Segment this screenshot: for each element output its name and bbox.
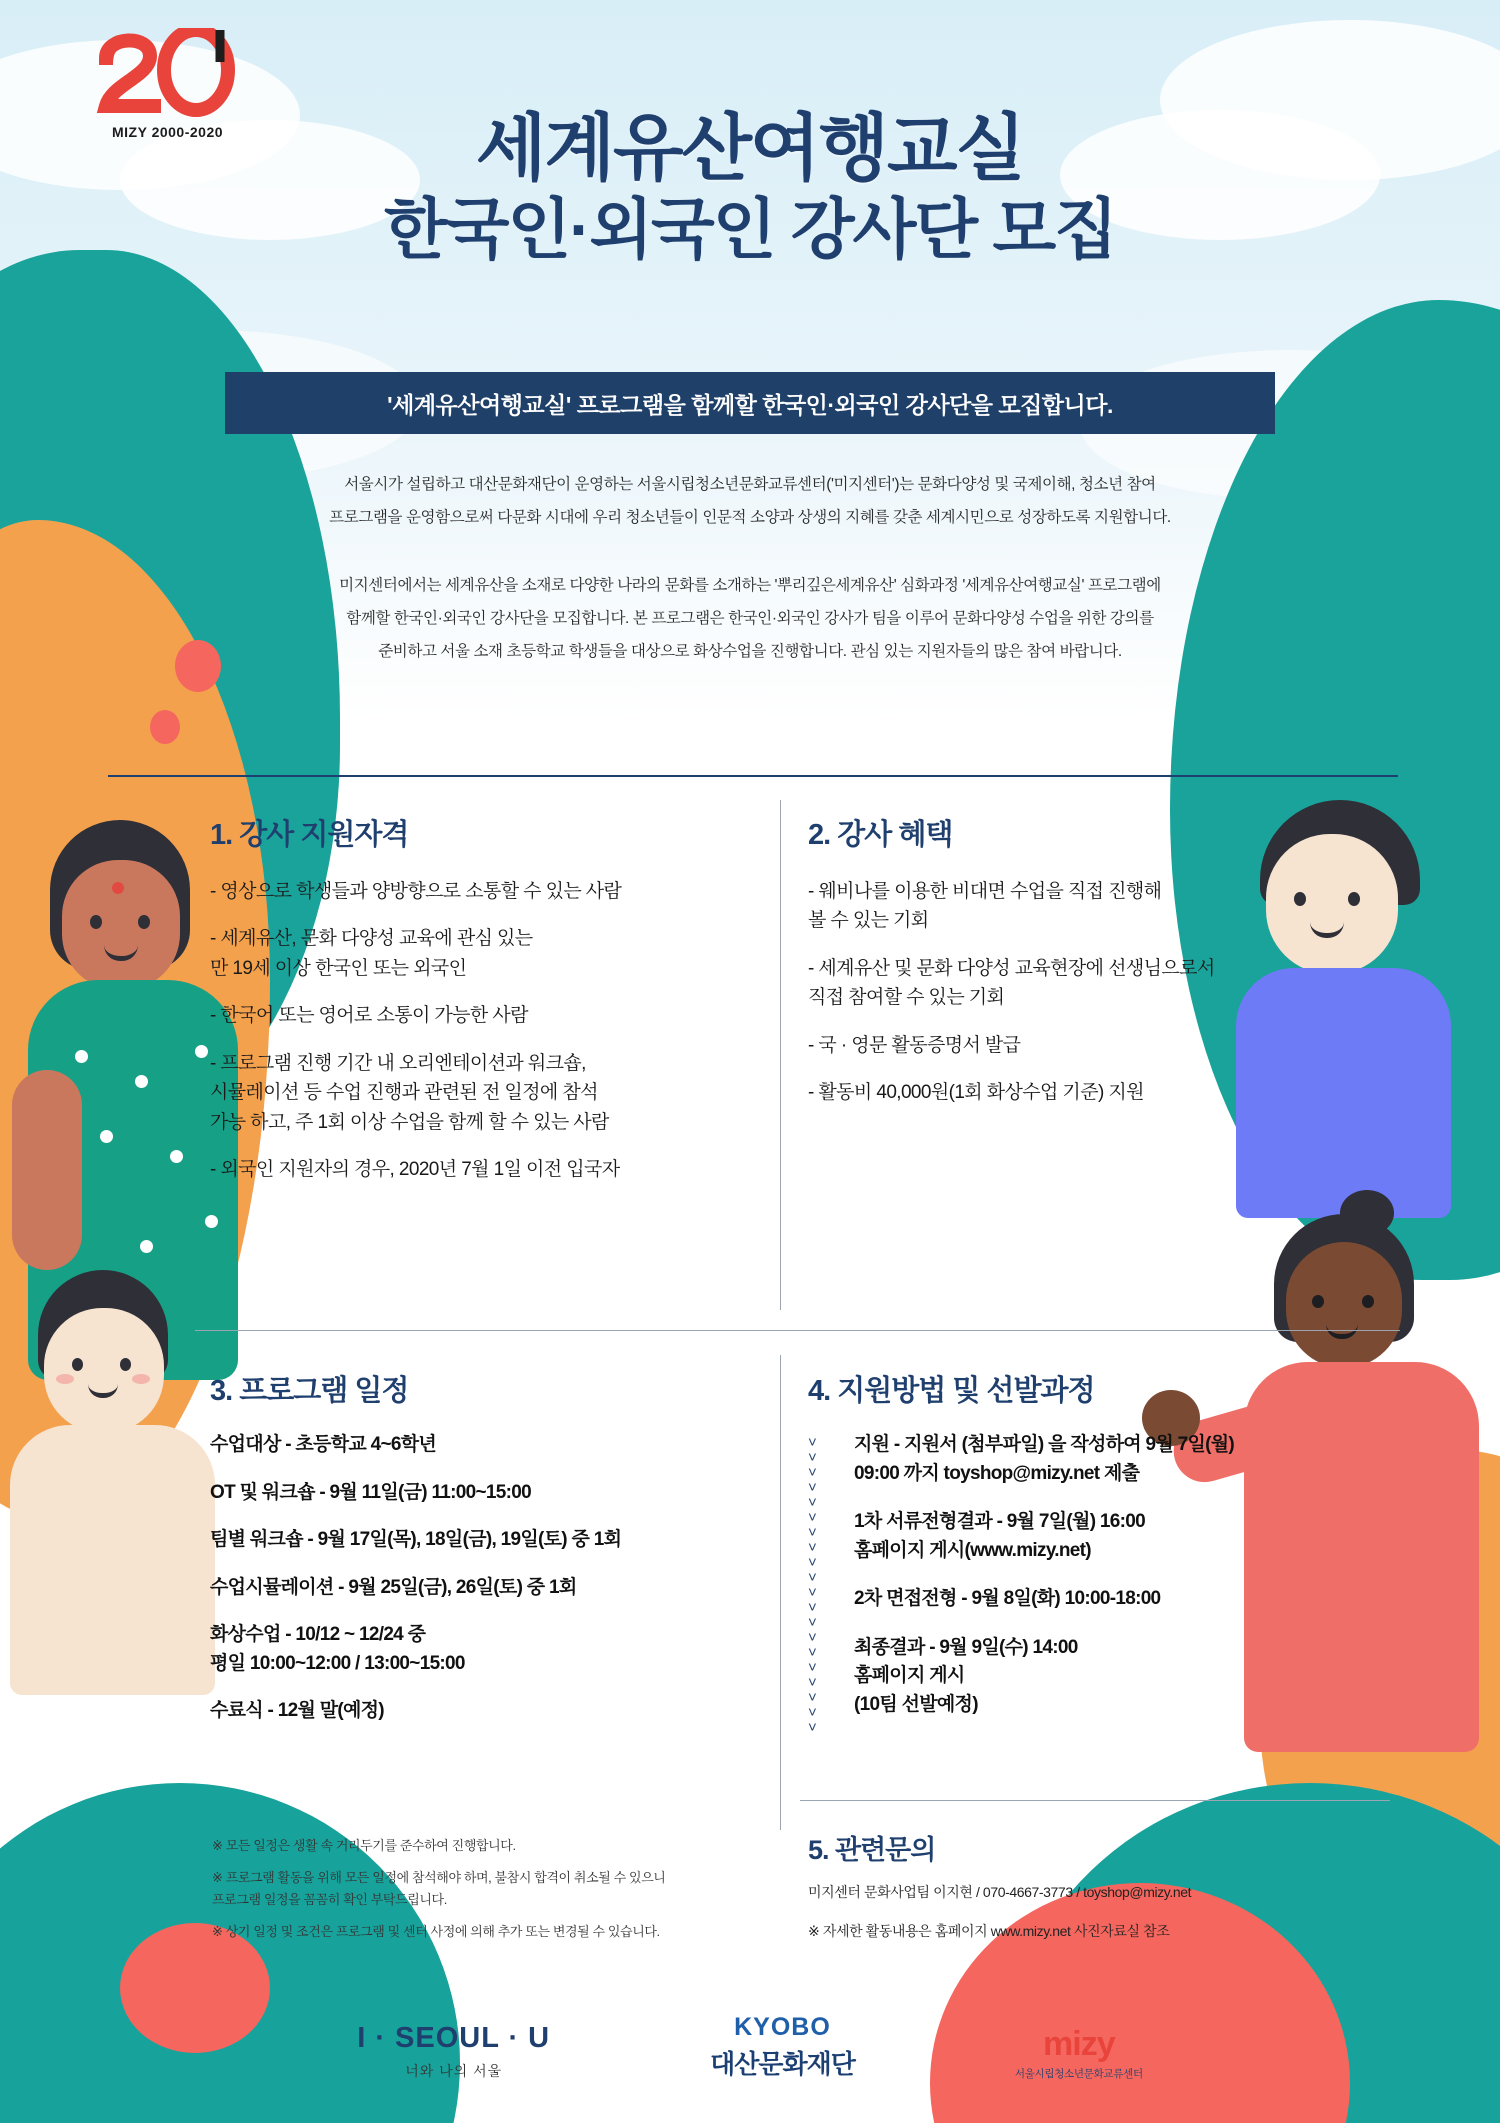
- headline-banner-text: '세계유산여행교실' 프로그램을 함께할 한국인·외국인 강사단을 모집합니다.: [387, 391, 1113, 418]
- list-item: - 활동비 40,000원(1회 화상수업 기준) 지원: [808, 1082, 1144, 1104]
- section-schedule: [210, 1368, 780, 1745]
- section2-title: 2. 강사 혜택: [808, 819, 953, 851]
- intro-p2-line3: 준비하고 서울 소재 초등학교 학생들을 대상으로 화상수업을 진행합니다. 관심 있는 지원자들의 많은 참여 바랍니다.: [378, 643, 1122, 661]
- note-item: ※ 모든 일정은 생활 속 거리두기를 준수하여 진행합니다.: [212, 1838, 516, 1853]
- note-item: ※ 프로그램 활동을 위해 모든 일정에 참석해야 하며, 불참시 합격이 취소될 수 있으니 프로그램 일정을 꼼꼼히 확인 부탁드립니다.: [212, 1870, 666, 1907]
- chevron-down-icon: ˅ ˅ ˅ ˅ ˅ ˅ ˅ ˅ ˅ ˅ ˅ ˅ ˅ ˅ ˅ ˅ ˅ ˅ ˅ ˅: [808, 1434, 817, 1736]
- list-item: - 프로그램 진행 기간 내 오리엔테이션과 워크숍, 시뮬레이션 등 수업 진행과 관련된 전 일정에 참석 가능 하고, 주 1회 이상 수업을 함께 할 수 있는 사람: [210, 1052, 609, 1133]
- contact-line-1: 미지센터 문화사업팀 이지현 / 070-4667-3773 / toyshop@mizy.net: [808, 1884, 1192, 1900]
- mizy-logo-subtext: 서울시립청소년문화교류센터: [1014, 2068, 1143, 2080]
- section4-title: 4. 지원방법 및 선발과정: [808, 1375, 1095, 1407]
- headline-banner: [225, 372, 1275, 434]
- section3-list: [210, 1431, 780, 1726]
- divider-vertical-lower: [780, 1355, 781, 1830]
- list-item: 화상수업 - 10/12 ~ 12/24 중 평일 10:00~12:00 / 13:00~15:00: [210, 1624, 465, 1674]
- note-item: ※ 상기 일정 및 조건은 프로그램 및 센터 사정에 의해 추가 또는 변경될 수 있습니다.: [212, 1924, 660, 1940]
- page-title: [0, 110, 1500, 266]
- section-benefits: [808, 812, 1368, 1126]
- anniversary-logo-text: MIZY 2000-2020: [112, 124, 224, 140]
- mizy-logo-text: mizy: [1043, 2025, 1115, 2063]
- mizy-logo: [1015, 2025, 1143, 2081]
- list-item: 최종결과 - 9월 9일(수) 14:00 홈페이지 게시 (10팀 선발예정): [854, 1636, 1078, 1715]
- list-item: OT 및 워크숍 - 9월 11일(금) 11:00~15:00: [210, 1481, 532, 1503]
- section1-title: 1. 강사 지원자격: [210, 819, 409, 851]
- schedule-notes: [212, 1835, 772, 1954]
- divider-vertical-upper: [780, 800, 781, 1310]
- section5-title: 5. 관련문의: [808, 1835, 936, 1865]
- kyobo-logo: [710, 2013, 855, 2081]
- title-line-2: 한국인·외국인 강사단 모집: [384, 192, 1116, 267]
- seoul-logo-subtext: 너와 나의 서울: [405, 2063, 503, 2079]
- kyobo-logo-text: KYOBO: [734, 2013, 831, 2041]
- seoul-logo: [357, 2022, 550, 2081]
- list-item: 지원 - 지원서 (첨부파일) 을 작성하여 9월 7일(월) 09:00 까지 toyshop@mizy.net 제출: [854, 1434, 1235, 1484]
- title-line-1: 세계유산여행교실: [475, 108, 1025, 189]
- list-item: - 외국인 지원자의 경우, 2020년 7월 1일 이전 입국자: [210, 1159, 620, 1181]
- seoul-logo-text: I · SEOUL · U: [357, 2022, 551, 2054]
- list-item: 2차 면접전형 - 9월 8일(화) 10:00-18:00: [854, 1588, 1161, 1609]
- contact-line-2: ※ 자세한 활동내용은 홈페이지 www.mizy.net 사진자료실 참조: [808, 1922, 1170, 1939]
- intro-p1-line1: 서울시가 설립하고 대산문화재단이 운영하는 서울시립청소년문화교류센터('미지센터')는 문화다양성 및 국제이해, 청소년 참여: [344, 476, 1156, 493]
- list-item: - 세계유산, 문화 다양성 교육에 관심 있는 만 19세 이상 한국인 또는 외국인: [210, 928, 533, 979]
- divider-middle: [195, 1330, 1400, 1331]
- section1-list: [210, 877, 770, 1185]
- intro-p2-line2: 함께할 한국인·외국인 강사단을 모집합니다. 본 프로그램은 한국인·외국인 강사가 팀을 이루어 문화다양성 수업을 위한 강의를: [346, 609, 1154, 627]
- section-contact: [808, 1828, 1408, 1944]
- list-item: 1차 서류전형결과 - 9월 7일(월) 16:00 홈페이지 게시(www.mizy.net): [854, 1511, 1146, 1561]
- kyobo-logo-subtext: 대산문화재단: [710, 2049, 855, 2079]
- intro-spacer: [250, 535, 1250, 569]
- list-item: 팀별 워크숍 - 9월 17일(목), 18일(금), 19일(토) 중 1회: [210, 1529, 622, 1550]
- list-item: - 한국어 또는 영어로 소통이 가능한 사람: [210, 1005, 528, 1027]
- intro-p2-line1: 미지센터에서는 세계유산을 소재로 다양한 나라의 문화를 소개하는 '뿌리깊은세계유산' 심화과정 '세계유산여행교실' 프로그램에: [339, 576, 1161, 594]
- list-item: 수업대상 - 초등학교 4~6학년: [210, 1434, 437, 1455]
- section3-title: 3. 프로그램 일정: [210, 1375, 409, 1407]
- section-apply: [808, 1368, 1398, 1739]
- section2-list: [808, 877, 1368, 1108]
- section-qualification: [210, 812, 770, 1203]
- list-item: - 세계유산 및 문화 다양성 교육현장에 선생님으로서 직접 참여할 수 있는 기회: [808, 957, 1215, 1009]
- list-item: 수료식 - 12월 말(예정): [210, 1700, 384, 1721]
- footer-logos: [0, 2013, 1500, 2081]
- section4-list: [854, 1431, 1398, 1719]
- divider-top: [108, 775, 1398, 777]
- list-item: 수업시뮬레이션 - 9월 25일(금), 26일(토) 중 1회: [210, 1576, 577, 1598]
- divider-contact: [800, 1800, 1390, 1801]
- intro-p1-line2: 프로그램을 운영함으로써 다문화 시대에 우리 청소년들이 인문적 소양과 상생의 지혜를 갖춘 세계시민으로 성장하도록 지원합니다.: [329, 509, 1171, 527]
- list-item: - 영상으로 학생들과 양방향으로 소통할 수 있는 사람: [210, 881, 622, 902]
- list-item: - 국 · 영문 활동증명서 발급: [808, 1034, 1021, 1056]
- list-item: - 웨비나를 이용한 비대면 수업을 직접 진행해 볼 수 있는 기회: [808, 881, 1162, 932]
- section4-body: [808, 1431, 1398, 1736]
- intro-block: [250, 468, 1250, 669]
